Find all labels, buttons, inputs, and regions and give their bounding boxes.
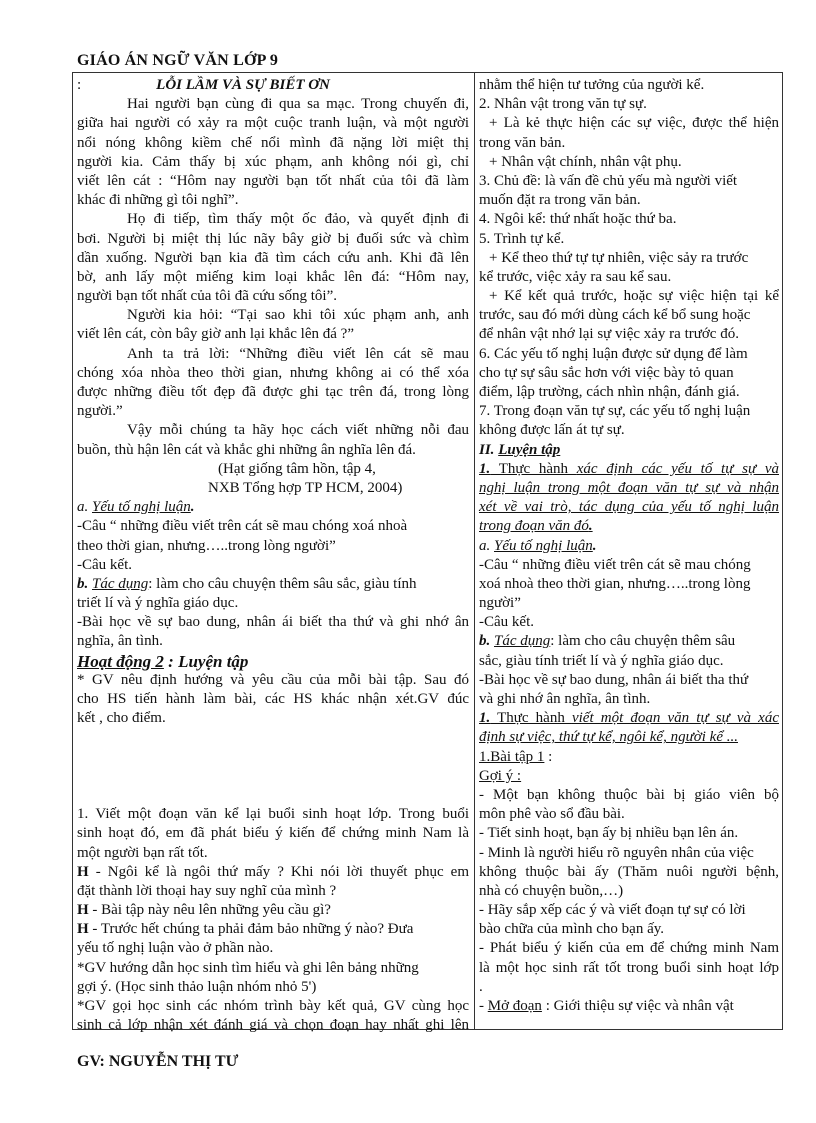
text-line [77,863,469,882]
text-run: cho tự sự sâu sắc hơn với việc bày tỏ quan [479,364,734,381]
text-line [479,114,779,133]
text-line [479,191,779,210]
text-line [77,671,469,690]
text-line [479,939,779,958]
text-line [479,441,779,460]
text-run: + Kể kết quả trước, hoặc sự việc hiện tại kể [489,288,779,305]
text-line [479,632,779,651]
text-line [479,517,779,536]
text-line [479,767,779,786]
text-run: trong văn bản. [479,134,566,151]
text-line [77,306,469,325]
text-run: Mở đoạn [487,998,542,1014]
text-run: H [77,921,89,938]
text-line [479,671,779,690]
text-run: nhà có chuyện buồn,…) [479,882,624,899]
text-run: sắc, giàu tính triết lí và ý nghĩa giáo dục. [479,652,724,669]
text-run: gợi ý. (Học sinh thảo luận nhóm nhỏ 5') [77,978,317,995]
text-run: Họ đi tiếp, tìm thấy một ốc đảo, và quyết định đi [127,211,469,228]
text-run: Vậy mỗi chúng ta hãy học cách viết những nỗi đau [127,422,469,439]
text-line [479,786,779,805]
text-line [77,1016,469,1035]
text-run: 3. Chủ đề: là vấn đề chủ yếu mà người viết [479,172,738,189]
text-run: (Hạt giống tâm hồn, tập 4, [218,460,376,477]
text-line [479,690,779,709]
text-line [479,709,779,728]
text-line [479,844,779,863]
text-line [77,978,469,997]
text-line [479,153,779,172]
text-line [479,728,779,747]
text-line [479,556,779,575]
text-run: NXB Tổng hợp TP HCM, 2004) [208,479,403,496]
text-line [77,939,469,958]
text-run: 1. [479,710,491,727]
text-line [77,114,469,133]
text-line [479,537,779,556]
text-line [77,460,469,479]
text-run: người.” [77,403,123,420]
text-line [77,844,469,863]
text-run: người” [479,595,521,612]
text-run: Yếu tố nghị luận [92,499,191,516]
text-run: 1. Viết một đoạn văn kể lại buổi sinh hoạt lớp. Trong buổi [77,806,469,823]
text-line [77,805,469,824]
text-run: Hai người bạn cùng đi qua sa mạc. Trong chuyến đi, [127,96,469,113]
text-line [77,824,469,843]
text-run: : làm cho câu chuyện thêm sâu [550,633,736,650]
text-run: trước, sau đó mới dùng cách kể bổ sung hoặc [479,307,751,324]
text-run: Luyện tập [498,441,561,458]
text-line [77,652,469,671]
text-run: a. [77,499,92,516]
text-line [77,364,469,383]
text-line [77,268,469,287]
text-run: triết lí và ý nghĩa giáo dục. [77,595,239,612]
text-line [77,613,469,632]
text-run: không thuộc bài ấy (Thăm nuôi người bệnh, [479,863,779,880]
text-line [479,345,779,364]
text-line [479,748,779,767]
text-run: 1.Bài tập 1 [479,748,545,765]
text-run: 2. Nhân vật trong văn tự sự. [479,96,647,113]
text-run: - Ngôi kể là ngôi thứ mấy ? Khi nói lời thuyết phục em [88,863,469,880]
column-divider [474,73,475,1029]
text-line [77,901,469,920]
text-line [479,594,779,613]
text-run: kể trước, việc xảy ra sau kể sau. [479,268,672,285]
text-line [77,498,469,517]
text-run: : làm cho câu chuyện thêm sâu sắc, giàu tính [148,575,417,592]
text-run: -Câu “ những điều viết trên cát sẽ mau chóng xoá nhoà [77,518,408,535]
text-line [77,441,469,460]
text-run: yếu tố nghị luận vào ở phần nào. [77,940,274,957]
text-run: viết một đoạn văn tự sự và xác [571,710,779,727]
text-run: một người bạn rất tốt. [77,844,208,861]
text-line [479,249,779,268]
text-run: dần xuống. Người bạn kia đã tìm cách cứu anh. Khi đã lên [77,249,469,266]
text-run: nhằm thể hiện tư tưởng của người kể. [479,77,705,93]
text-run: -Bài học về sự bao dung, nhân ái biết tha thứ [479,671,749,688]
text-run: - Bài tập này nêu lên những yêu cầu gì? [88,902,331,919]
text-run: II. [479,441,499,458]
text-run: xét về vai trò, tác dụng của yếu tố nghị luận [479,499,779,516]
text-line [77,287,469,306]
text-line [77,920,469,939]
text-line [479,498,779,517]
text-run: - Tiết sinh hoạt, bạn ấy bị nhiều bạn lên án. [479,825,739,842]
text-run: : Luyện tập [163,651,249,671]
text-run: b. [479,633,494,650]
text-run: *GV gọi học sinh các nhóm trình bày kết quả, GV cùng học [77,998,469,1014]
text-run: - Minh là người hiểu rõ nguyên nhân của việc [479,844,754,861]
text-run: Thực hành [490,460,577,477]
text-run: 6. Các yếu tố nghị luận được sử dụng để làm [479,345,748,362]
text-run: Người kia hỏi: “Tại sao khi tôi xúc phạm anh, anh [127,307,469,324]
text-run: và ghi nhớ ân nghĩa, ân tình. [479,691,651,707]
text-line [479,76,779,95]
text-line [77,767,469,786]
text-run: viết lên cát, còn bây giờ anh lại khắc lên đá ?” [77,326,354,343]
text-line [479,95,779,114]
text-line [479,268,779,287]
text-run: Thực hành [490,710,572,727]
text-line [479,325,779,344]
text-run: -Câu “ những điều viết trên cát sẽ mau chóng [479,556,751,573]
text-run: -Câu kết. [479,614,534,631]
text-line [77,690,469,709]
text-run: -Bài học về sự bao dung, nhân ái biết tha thứ và ghi nhớ ân [77,614,469,631]
text-run: không được lấn át tự sự. [479,422,625,439]
text-line [479,920,779,939]
text-run: + Nhân vật chính, nhân vật phụ. [489,153,682,170]
text-run: Yếu tố nghị luận [494,537,593,554]
text-line [77,153,469,172]
right-column [479,76,779,1016]
text-line [77,882,469,901]
document-footer-teacher: GV: NGUYỄN THỊ TƯ [77,1053,239,1070]
text-line [77,537,469,556]
text-run: viết lên cát : “Hôm nay người bạn tốt nhất của tôi đã làm [77,172,469,189]
text-run: . [588,518,593,535]
text-run: + Kể theo thứ tự tự nhiên, việc sảy ra trước [489,249,749,266]
text-run: + Là kẻ thực hiện các sự việc, được thể hiện [489,115,779,132]
text-line [77,632,469,651]
text-run: 1. [479,460,491,477]
text-line [479,863,779,882]
text-run: H [77,902,89,919]
text-line [77,709,469,728]
text-run: để nhân vật nhớ lại sự việc xảy ra trước đó. [479,326,739,343]
text-line [77,191,469,210]
text-run: chóng xóa nhòa theo thời gian, nhưng không ai có thể xóa [77,364,469,381]
text-line [479,383,779,402]
text-run: kết , cho điểm. [77,710,166,727]
text-run: a. [479,537,494,554]
text-line [479,287,779,306]
text-run: là một học sinh rất tốt trong buổi sinh hoạt lớp [479,959,779,976]
text-run: trong đoạn văn đó [479,518,589,535]
text-line [479,882,779,901]
text-run: nổi nóng không kiềm chế nổi mình đã nặng lời miệt thị [77,134,469,151]
text-line [479,306,779,325]
text-run: 7. Trong đoạn văn tự sự, các yếu tố nghị luận [479,403,751,420]
text-run: *GV hướng dẫn học sinh tìm hiểu và ghi lên bảng những [77,959,419,976]
text-run: bơi. Người bị miệt thị lúc nãy bây giờ bị đuối sức và chìm [77,230,469,247]
text-run: - Phát biểu ý kiến của em để chứng minh Nam [479,940,779,957]
text-line [77,325,469,344]
text-run: . [479,978,483,995]
text-run: Gợi ý : [479,767,522,784]
text-run: sinh hoạt đó, em đã phát biểu ý kiến để chứng minh Nam là [77,825,469,842]
text-run: cho HS tiến hành làm bài, các HS khác nhận xét.GV đúc [77,691,469,707]
text-run: sinh cả lớp nhận xét đánh giá và chọn đoạn hay nhất ghi lên [77,1017,469,1034]
text-line [479,997,779,1016]
text-line [77,249,469,268]
text-run: . [190,499,195,516]
text-line [77,210,469,229]
text-run: 4. Ngôi kể: thứ nhất hoặc thứ ba. [479,211,677,228]
text-line [479,460,779,479]
text-line [77,556,469,575]
text-run: * GV nêu định hướng và yêu cầu của mỗi bài tập. Sau đó [77,671,469,688]
text-run: xác định các yếu tố tự sự và [576,460,779,477]
text-run: môn phê vào sổ đầu bài. [479,806,625,823]
text-line [77,479,469,498]
text-run: 5. Trình tự kể. [479,230,565,247]
text-run: Hoạt động 2 [77,651,164,671]
text-line [77,575,469,594]
document-header: GIÁO ÁN NGỮ VĂN LỚP 9 [77,52,279,69]
text-line [479,575,779,594]
text-run: đặt thành lời thoại hay suy nghĩ của mình ? [77,882,337,899]
text-run: được những điều tốt đẹp đã được ghi tạc trên đá, trong lòng [77,384,469,400]
text-line [77,421,469,440]
text-line [77,748,469,767]
text-line [77,230,469,249]
text-run: bờ, anh lấy một miếng kim loại khắc lên đá: “Hôm nay, [77,268,469,285]
text-run: điểm, lập trường, cách nhìn nhận, đánh giá. [479,384,740,400]
text-run: - [479,998,488,1014]
text-line [479,479,779,498]
text-line [77,517,469,536]
text-line [479,134,779,153]
text-line [479,824,779,843]
text-line [479,421,779,440]
text-run: Anh ta trả lời: “Những điều viết lên cát sẽ mau [127,345,469,362]
text-line [77,959,469,978]
text-run: xoá nhoà theo thời gian, nhưng…..trong lòng [479,575,751,592]
text-line [479,652,779,671]
text-run: buồn, thù hận lên cát và khắc ghi những ân nghĩa lên đá. [77,441,416,458]
text-run: : [544,748,553,765]
text-line [479,901,779,920]
text-run: : [77,77,82,93]
text-line [77,172,469,191]
text-run: : Giới thiệu sự việc và nhân vật [541,998,734,1014]
text-line [77,402,469,421]
text-line [479,613,779,632]
text-run: người kia. Cảm thấy bị xúc phạm, anh không nói gì, chỉ [77,153,469,170]
text-line [479,402,779,421]
text-run: muốn đặt ra trong văn bản. [479,192,641,209]
text-line [479,978,779,997]
text-line [479,364,779,383]
text-run: LỖI LẦM VÀ SỰ BIẾT ƠN [156,77,330,93]
text-line [77,95,469,114]
text-run: định sự việc, thứ tự kể, ngôi kể, người kể ... [479,729,738,746]
text-line [77,345,469,364]
text-run: nghĩa, ân tình. [77,633,163,650]
text-line [479,959,779,978]
text-run [81,77,156,93]
text-run: - Hãy sắp xếp các ý và viết đoạn tự sự có lời [479,902,746,919]
text-line [479,230,779,249]
text-line [77,383,469,402]
text-run: giữa hai người có xảy ra một cuộc tranh luận, và một người [77,115,469,132]
text-run: theo thời gian, nhưng…..trong lòng người” [77,537,336,554]
text-line [77,786,469,805]
text-line [77,76,469,95]
left-column [77,76,469,1035]
text-run: Tác dụng [494,633,551,650]
text-run: . [592,537,597,554]
text-line [479,210,779,229]
text-run: -Câu kết. [77,556,132,573]
text-run: H [77,863,89,880]
text-run: - Một bạn không thuộc bài bị giáo viên bộ [479,786,779,803]
text-line [77,134,469,153]
text-line [77,728,469,747]
text-line [479,172,779,191]
text-run: Tác dụng [92,575,149,592]
text-run: b. [77,575,92,592]
text-line [77,594,469,613]
text-run: bào chữa của mình cho bạn ấy. [479,921,665,938]
text-run: người bạn tốt nhất của tôi đã cứu sống tôi”. [77,288,337,305]
lesson-table [72,72,783,1034]
text-run: nghị luận trong một đoạn văn tự sự và nhận [479,479,779,496]
text-run: khác đi những gì tôi nghĩ”. [77,192,239,209]
text-line [479,805,779,824]
text-run: - Trước hết chúng ta phải đảm bảo những ý nào? Đưa [88,921,414,938]
text-line [77,997,469,1016]
